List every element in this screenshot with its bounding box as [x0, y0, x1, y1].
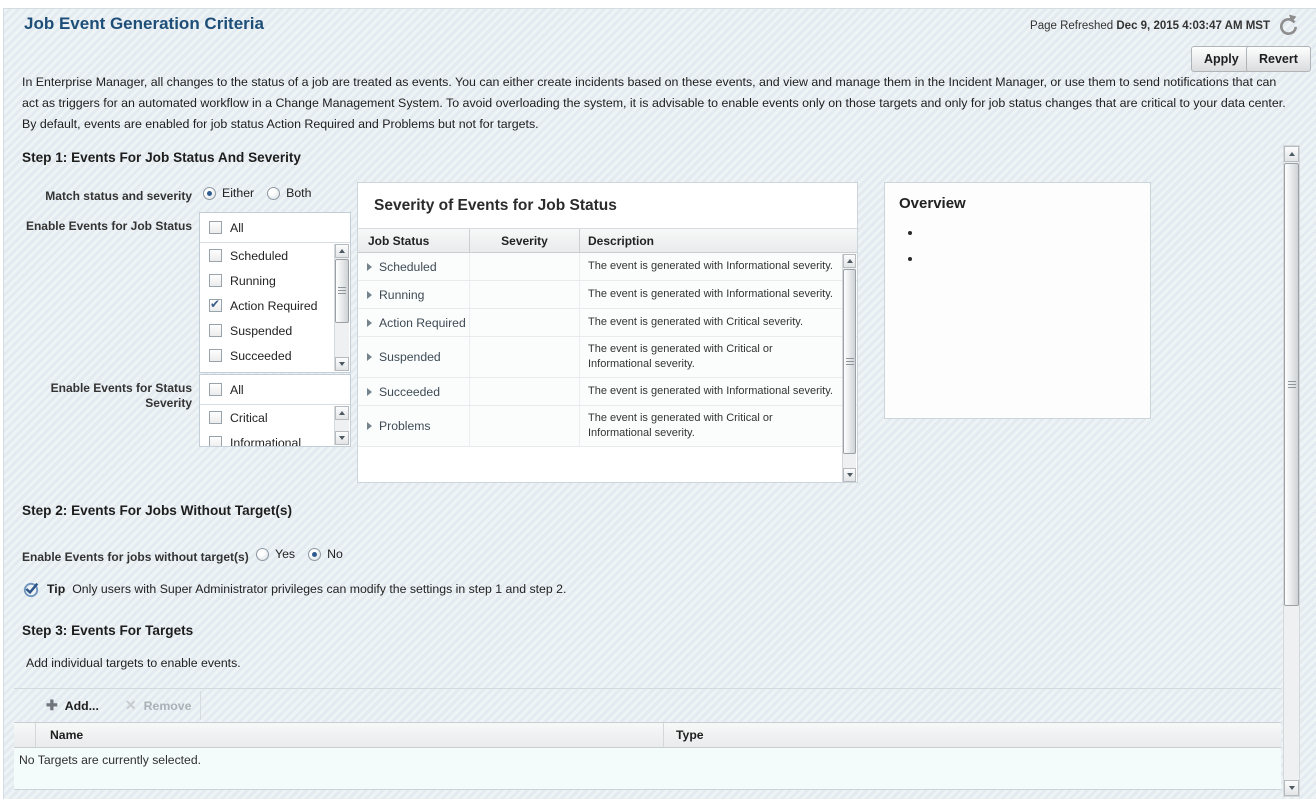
- tip-check-icon: [22, 580, 40, 598]
- radio-button[interactable]: [267, 187, 280, 200]
- checkbox[interactable]: [209, 411, 222, 424]
- radio-button[interactable]: [308, 548, 321, 561]
- radio-option[interactable]: [267, 186, 311, 200]
- refresh-icon[interactable]: [1276, 13, 1300, 37]
- targets-select-column: [14, 723, 36, 747]
- step3-description: Add individual targets to enable events.: [26, 656, 241, 670]
- severity-cell: [470, 281, 580, 308]
- checkbox-label: Suspended: [230, 323, 293, 338]
- step1-heading: Step 1: Events For Job Status And Severity: [22, 150, 301, 165]
- overview-title: Overview: [899, 195, 966, 212]
- table-title: Severity of Events for Job Status: [374, 197, 617, 214]
- description-cell: The event is generated with Informational severity.: [588, 385, 833, 397]
- checkbox-item[interactable]: [200, 430, 350, 447]
- checkbox-label: All: [230, 220, 244, 235]
- checkbox-label: Critical: [230, 410, 268, 425]
- intro-paragraph: In Enterprise Manager, all changes to the status of a job are treated as events. You can either create incidents based on these events, and view and manage them in the Incident Manager, or use them to send notifications that can act as triggers for an automated workflow in a Change Management System. To avoid overloading the system, it is advisable to enable events only on those targets and only for job status changes that are critical to your data center. By default, events are enabled for job status Action Required and Problems but not for targets.: [22, 75, 1286, 131]
- column-header-description: Description: [588, 233, 655, 248]
- severity-events-table: [357, 182, 858, 483]
- checkbox[interactable]: [209, 221, 222, 234]
- overview-panel: [884, 182, 1151, 419]
- column-header-name: Name: [36, 723, 664, 747]
- job-status-cell: Problems: [379, 419, 431, 433]
- checkbox-item[interactable]: [200, 268, 350, 293]
- radio-option[interactable]: [256, 547, 295, 561]
- radio-option[interactable]: [308, 547, 343, 561]
- checkbox[interactable]: [209, 436, 222, 447]
- job-status-cell: Succeeded: [379, 384, 440, 399]
- description-cell: The event is generated with Critical or Informational severity.: [588, 343, 773, 370]
- match-status-options: [203, 186, 311, 200]
- checkbox[interactable]: [209, 249, 222, 262]
- scrollbar-thumb[interactable]: [335, 259, 349, 323]
- overview-bullet: [922, 221, 1150, 245]
- description-cell: The event is generated with Informational severity.: [588, 260, 833, 272]
- checkbox-label: Action Required: [230, 298, 318, 313]
- table-row[interactable]: [358, 378, 857, 406]
- tip-label: Tip: [47, 582, 66, 596]
- plus-icon: ✚: [46, 697, 58, 713]
- severity-scrollbar[interactable]: [334, 406, 349, 445]
- job-status-label: Enable Events for Job Status: [25, 219, 192, 233]
- checkbox-item[interactable]: [200, 318, 350, 343]
- description-cell: The event is generated with Critical severity.: [588, 316, 803, 328]
- checkbox-label: Informational: [230, 435, 302, 447]
- table-row[interactable]: [358, 281, 857, 309]
- column-header-type: Type: [676, 728, 704, 742]
- page-refreshed-timestamp: Dec 9, 2015 4:03:47 AM MST: [1116, 20, 1270, 32]
- scroll-up-icon[interactable]: [335, 244, 349, 258]
- scrollbar-thumb[interactable]: [843, 269, 856, 454]
- tip-text: Only users with Super Administrator privileges can modify the settings in step 1 and step 2.: [72, 582, 567, 596]
- expand-icon[interactable]: [367, 422, 372, 430]
- scroll-up-icon[interactable]: [843, 254, 856, 268]
- checkbox-label: All: [230, 382, 244, 397]
- radio-option[interactable]: [203, 186, 254, 200]
- targets-table-header: [14, 722, 1281, 748]
- checkbox-label: Scheduled: [230, 248, 289, 263]
- checkbox-item[interactable]: [200, 343, 350, 368]
- radio-label: Yes: [275, 547, 296, 561]
- status-severity-label: Enable Events for Status Severity: [50, 381, 192, 410]
- severity-cell: [470, 253, 580, 280]
- table-body: [358, 253, 857, 482]
- remove-button[interactable]: [125, 697, 192, 714]
- scroll-up-icon[interactable]: [335, 406, 349, 420]
- table-row[interactable]: [358, 406, 857, 447]
- job-status-items: [200, 243, 350, 368]
- tip-row: [22, 580, 566, 598]
- revert-button[interactable]: Revert: [1246, 46, 1311, 72]
- overview-bullets: [885, 221, 1150, 270]
- checkbox-item[interactable]: [200, 293, 350, 318]
- jobs-without-targets-options: [256, 547, 343, 561]
- scroll-down-icon[interactable]: [1284, 780, 1299, 796]
- table-row[interactable]: [358, 337, 857, 378]
- job-status-all-item[interactable]: [200, 213, 350, 243]
- scrollbar-thumb[interactable]: [1284, 163, 1299, 606]
- radio-label: Both: [286, 186, 312, 200]
- page-scrollbar[interactable]: [1283, 145, 1300, 797]
- page-refreshed-text: [1030, 20, 1270, 32]
- table-scrollbar[interactable]: [842, 254, 856, 482]
- description-cell: The event is generated with Informational severity.: [588, 288, 833, 300]
- scroll-down-icon[interactable]: [335, 357, 349, 371]
- radio-button[interactable]: [256, 548, 269, 561]
- page-refreshed-label: Page Refreshed: [1030, 20, 1114, 32]
- radio-label: No: [327, 547, 343, 561]
- job-status-cell: Running: [379, 287, 425, 302]
- expand-icon[interactable]: [367, 353, 372, 361]
- severity-cell: [470, 406, 580, 446]
- description-cell: The event is generated with Critical or Informational severity.: [588, 412, 773, 439]
- checkbox[interactable]: [209, 349, 222, 362]
- job-status-cell: Suspended: [379, 350, 441, 364]
- enable-jobs-without-targets-label: Enable Events for jobs without target(s): [22, 550, 249, 564]
- severity-cell: [470, 378, 580, 405]
- scroll-down-icon[interactable]: [335, 431, 349, 445]
- match-status-label: Match status and severity: [45, 189, 192, 203]
- scroll-down-icon[interactable]: [843, 468, 856, 482]
- remove-button-label: Remove: [143, 698, 192, 713]
- job-status-cell: Scheduled: [379, 259, 437, 274]
- severity-cell: [470, 337, 580, 377]
- expand-icon[interactable]: [367, 263, 372, 271]
- table-header-row: [358, 228, 857, 253]
- apply-button[interactable]: Apply: [1191, 46, 1252, 72]
- table-row[interactable]: [358, 253, 857, 281]
- radio-label: Either: [222, 186, 255, 200]
- table-row[interactable]: [358, 309, 857, 337]
- status-severity-listbox: [199, 374, 351, 447]
- severity-items: [200, 405, 350, 447]
- expand-icon[interactable]: [367, 388, 372, 396]
- checkbox[interactable]: [209, 324, 222, 337]
- checkbox-item[interactable]: [200, 243, 350, 268]
- overview-bullet: [922, 247, 1150, 271]
- severity-cell: [470, 309, 580, 336]
- scroll-up-icon[interactable]: [1284, 146, 1299, 162]
- checkbox-label: Succeeded: [230, 348, 292, 363]
- severity-all-item[interactable]: [200, 375, 350, 405]
- toolbar-divider: [200, 691, 201, 720]
- step3-heading: Step 3: Events For Targets: [22, 623, 194, 638]
- column-header-job-status: Job Status: [358, 229, 470, 252]
- column-header-severity: Severity: [470, 229, 580, 252]
- add-button-label: Add...: [64, 698, 99, 713]
- add-button[interactable]: [46, 697, 99, 714]
- targets-table-empty-row: No Targets are currently selected.: [14, 748, 1281, 790]
- radio-button[interactable]: [203, 187, 216, 200]
- job-status-cell: Action Required: [379, 315, 466, 330]
- checkbox-item[interactable]: [200, 405, 350, 430]
- expand-icon[interactable]: [367, 319, 372, 327]
- checkbox[interactable]: [209, 274, 222, 287]
- x-icon: ✕: [124, 697, 137, 713]
- targets-toolbar: [14, 688, 1281, 722]
- expand-icon[interactable]: [367, 291, 372, 299]
- checkbox-label: Running: [230, 273, 276, 288]
- page-title: Job Event Generation Criteria: [24, 14, 264, 33]
- step2-heading: Step 2: Events For Jobs Without Target(s): [22, 503, 293, 518]
- checkbox[interactable]: [209, 299, 222, 312]
- job-status-scrollbar[interactable]: [334, 244, 349, 371]
- checkbox[interactable]: [209, 383, 222, 396]
- job-status-listbox: [199, 212, 351, 373]
